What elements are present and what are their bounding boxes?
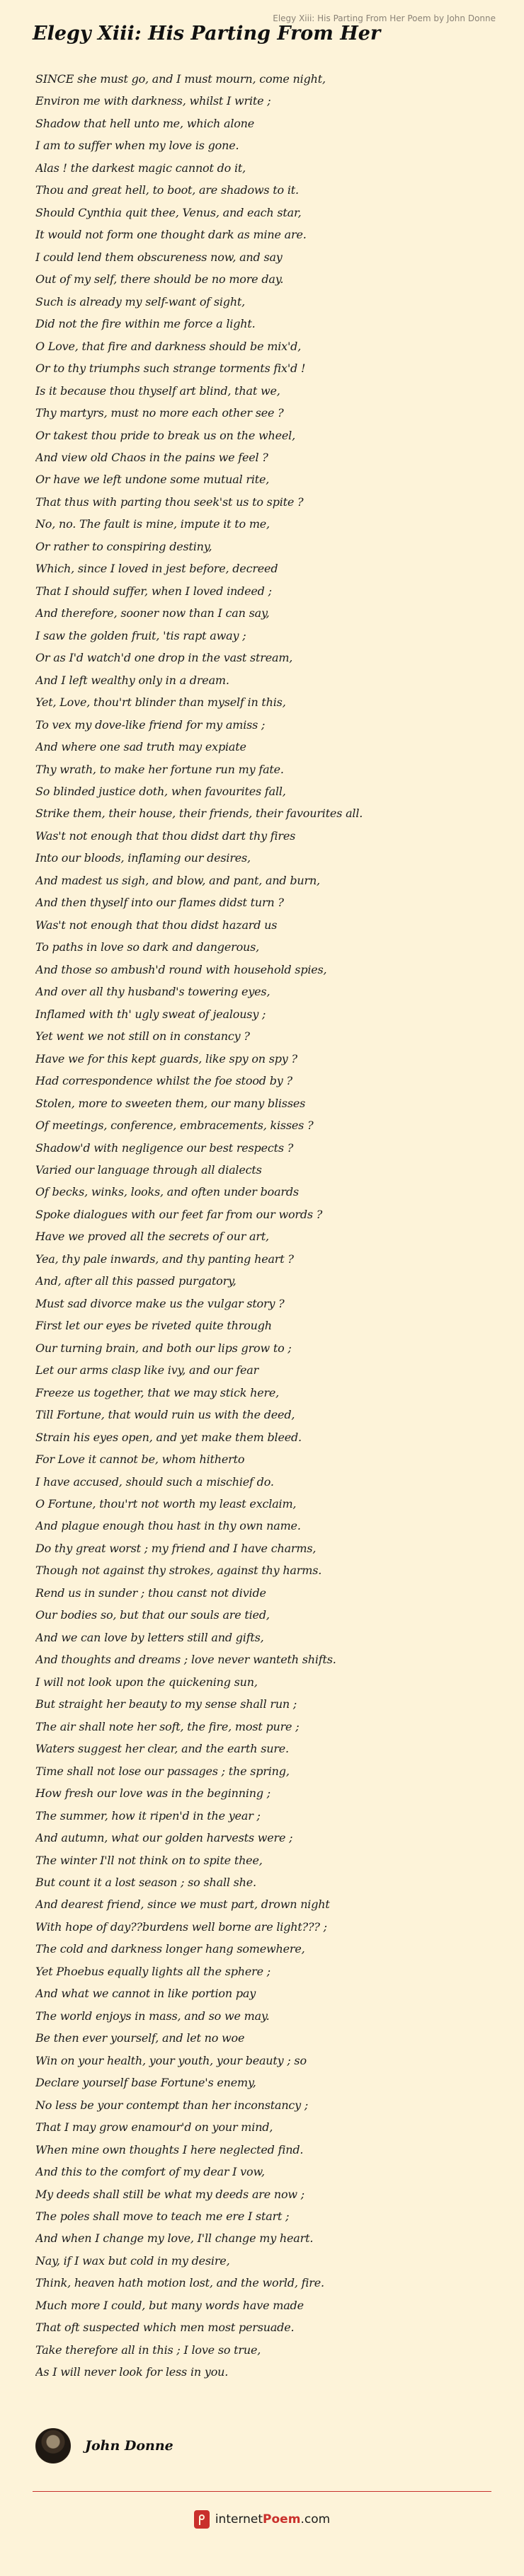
poem-line: I am to suffer when my love is gone. (35, 139, 239, 153)
poem-line: Or as I'd watch'd one drop in the vast stream, (35, 651, 293, 665)
poem-line: And what we cannot in like portion pay (35, 1987, 256, 2001)
poem-line: No, no. The fault is mine, impute it to me, (35, 517, 270, 531)
poem-line: Think, heaven hath motion lost, and the world, fire. (35, 2276, 324, 2290)
poem-line: Much more I could, but many words have made (35, 2298, 304, 2312)
page-source-line: Elegy Xiii: His Parting From Her Poem by John Donne (273, 13, 496, 23)
poem-line: Have we proved all the secrets of our art, (35, 1230, 269, 1244)
poem-line: Or to thy triumphs such strange torments fix'd ! (35, 362, 306, 376)
poem-line: No less be your contempt than her inconstancy ; (35, 2098, 309, 2112)
poem-line: Our turning brain, and both our lips grow to ; (35, 1341, 292, 1355)
poem-line: Freeze us together, that we may stick here, (35, 1385, 280, 1399)
poem-line: But count it a lost season ; so shall she. (35, 1875, 256, 1889)
poem-line: And this to the comfort of my dear I vow, (35, 2165, 265, 2179)
poem-line: Yea, thy pale inwards, and thy panting heart ? (35, 1252, 294, 1266)
poem-line: Or takest thou pride to break us on the wheel, (35, 428, 295, 442)
poem-line: Spoke dialogues with our feet far from our words ? (35, 1207, 323, 1221)
poem-line: The air shall note her soft, the fire, most pure ; (35, 1719, 300, 1733)
poem-line: Which, since I loved in jest before, decreed (35, 562, 278, 576)
poem-line: Was't not enough that thou didst hazard us (35, 918, 278, 932)
poem-line: Of meetings, conference, embracements, kisses ? (35, 1119, 314, 1133)
poem-line: And therefore, sooner now than I can say, (35, 606, 270, 620)
site-logo[interactable] (0, 2510, 524, 2529)
poem-line: Yet, Love, thou'rt blinder than myself in this, (35, 695, 286, 710)
poem-line: The summer, how it ripen'd in the year ; (35, 1808, 261, 1823)
poem-line: So blinded justice doth, when favourites fall, (35, 785, 286, 798)
poem-line: That thus with parting thou seek'st us to spite ? (35, 495, 304, 509)
poem-line: That I may grow enamour'd on your mind, (35, 2120, 273, 2135)
poem-line: But straight her beauty to my sense shall run ; (35, 1697, 297, 1711)
poem-line: And, after all this passed purgatory, (35, 1274, 237, 1288)
poem-line: The poles shall move to teach me ere I start ; (35, 2210, 290, 2223)
poem-line: Did not the fire within me force a light. (35, 317, 256, 331)
poem-line: And where one sad truth may expiate (35, 740, 246, 754)
poem-line: The cold and darkness longer hang somewhere, (35, 1942, 305, 1956)
poem-line: Be then ever yourself, and let no woe (35, 2031, 245, 2045)
poem-line: To vex my dove-like friend for my amiss ; (35, 717, 266, 732)
poem-line: Shadow that hell unto me, which alone (35, 116, 255, 130)
poem-line: Thou and great hell, to boot, are shadows to it. (35, 183, 299, 197)
poem-line: And thoughts and dreams ; love never wanteth shifts. (35, 1653, 336, 1667)
poem-line: Rend us in sunder ; thou canst not divide (35, 1586, 266, 1600)
poem-line: How fresh our love was in the beginning ; (35, 1786, 270, 1801)
poem-line: Environ me with darkness, whilst I write ; (35, 94, 271, 108)
poem-line: Inflamed with th' ugly sweat of jealousy ; (35, 1007, 266, 1021)
poem-line: Had correspondence whilst the foe stood by ? (35, 1074, 292, 1088)
poem-line: Have we for this kept guards, like spy on spy ? (35, 1051, 297, 1065)
poem-line: Or have we left undone some mutual rite, (35, 473, 270, 487)
poem-line: Should Cynthia quit thee, Venus, and each star, (35, 205, 302, 219)
poem-body (35, 68, 496, 2384)
poem-line: As I will never look for less in you. (35, 2365, 229, 2379)
poem-line: That I should suffer, when I loved indeed ; (35, 584, 272, 598)
poem-line: And over all thy husband's towering eyes, (35, 985, 270, 999)
poem-line: Into our bloods, inflaming our desires, (35, 851, 251, 865)
poem-line: Such is already my self-want of sight, (35, 294, 246, 308)
poem-logo-icon (194, 2510, 210, 2529)
author-name-link[interactable]: John Donne (85, 2438, 173, 2454)
poem-line: Shadow'd with negligence our best respects ? (35, 1140, 294, 1155)
brand-prefix: internet (215, 2512, 263, 2526)
poem-line: And I left wealthy only in a dream. (35, 673, 229, 687)
poem-line: And plague enough thou hast in thy own name. (35, 1519, 301, 1533)
poem-line: My deeds shall still be what my deeds are now ; (35, 2187, 304, 2201)
poem-line: Yet Phoebus equally lights all the sphere ; (35, 1964, 270, 1978)
brand-main: Poem (263, 2512, 301, 2526)
poem-line: Let our arms clasp like ivy, and our fear (35, 1363, 259, 1377)
poem-line: Out of my self, there should be no more day. (35, 272, 284, 287)
poem-line: And autumn, what our golden harvests were ; (35, 1831, 293, 1845)
poem-line: Till Fortune, that would ruin us with the deed, (35, 1408, 295, 1422)
poem-line: When mine own thoughts I here neglected find. (35, 2142, 304, 2156)
poem-line: And view old Chaos in the pains we feel ? (35, 450, 268, 464)
poem-line: The winter I'll not think on to spite thee, (35, 1853, 263, 1867)
poem-line: And dearest friend, since we must part, drown night (35, 1898, 330, 1912)
poem-line: Nay, if I wax but cold in my desire, (35, 2253, 230, 2268)
poem-line: Stolen, more to sweeten them, our many blisses (35, 1096, 306, 1110)
poem-line: Was't not enough that thou didst dart thy fires (35, 828, 296, 843)
poem-line: The world enjoys in mass, and so we may. (35, 2009, 270, 2023)
poem-line: I saw the golden fruit, 'tis rapt away ; (35, 628, 246, 642)
poem-line: Take therefore all in this ; I love so true, (35, 2343, 261, 2357)
poem-line: And we can love by letters still and gifts, (35, 1630, 264, 1644)
poem-line: Yet went we not still on in constancy ? (35, 1029, 250, 1044)
poem-line: Thy wrath, to make her fortune run my fate. (35, 762, 284, 776)
poem-line: I could lend them obscureness now, and say (35, 250, 283, 264)
poem-line: Varied our language through all dialects (35, 1162, 262, 1177)
author-row[interactable] (35, 2428, 173, 2464)
poem-line: I will not look upon the quickening sun, (35, 1675, 258, 1689)
poem-line: O Fortune, thou'rt not worth my least exclaim, (35, 1497, 297, 1511)
poem-line: Thy martyrs, must no more each other see ? (35, 406, 284, 420)
footer-divider (33, 2491, 491, 2492)
author-avatar[interactable] (35, 2428, 71, 2464)
poem-line: With hope of day??burdens well borne are light??? ; (35, 1919, 327, 1934)
poem-line: That oft suspected which men most persuade. (35, 2321, 295, 2335)
poem-line: Alas ! the darkest magic cannot do it, (35, 161, 246, 175)
brand-suffix: .com (300, 2512, 331, 2526)
poem-line: SINCE she must go, and I must mourn, come night, (35, 72, 326, 86)
poem-line: For Love it cannot be, whom hitherto (35, 1452, 245, 1467)
poem-line: Time shall not lose our passages ; the spring, (35, 1764, 290, 1778)
poem-line: O Love, that fire and darkness should be mix'd, (35, 339, 302, 353)
poem-line: I have accused, should such a mischief do. (35, 1474, 274, 1489)
poem-line: Declare yourself base Fortune's enemy, (35, 2076, 256, 2090)
poem-line: And madest us sigh, and blow, and pant, and burn, (35, 873, 320, 887)
poem-line: Must sad divorce make us the vulgar story ? (35, 1296, 285, 1310)
poem-line: To paths in love so dark and dangerous, (35, 940, 260, 954)
poem-line: Strain his eyes open, and yet make them bleed. (35, 1430, 302, 1444)
poem-line: Waters suggest her clear, and the earth sure. (35, 1742, 289, 1756)
poem-line: And when I change my love, I'll change my heart. (35, 2231, 314, 2246)
poem-line: It would not form one thought dark as mine are. (35, 228, 307, 242)
poem-line: Is it because thou thyself art blind, that we, (35, 383, 280, 398)
poem-line: Though not against thy strokes, against thy harms. (35, 1564, 322, 1578)
poem-line: Win on your health, your youth, your beauty ; so (35, 2053, 307, 2067)
poem-line: Our bodies so, but that our souls are tied, (35, 1608, 270, 1622)
poem-line: First let our eyes be riveted quite through (35, 1319, 272, 1333)
poem-line: Strike them, their house, their friends, their favourites all. (35, 807, 363, 821)
poem-line: And those so ambush'd round with household spies, (35, 962, 327, 976)
poem-line: Or rather to conspiring destiny, (35, 539, 212, 553)
poem-line: Of becks, winks, looks, and often under boards (35, 1185, 299, 1199)
poem-title: Elegy Xiii: His Parting From Her (33, 23, 381, 45)
poem-line: Do thy great worst ; my friend and I have charms, (35, 1541, 317, 1555)
poem-line: And then thyself into our flames didst turn ? (35, 896, 284, 910)
